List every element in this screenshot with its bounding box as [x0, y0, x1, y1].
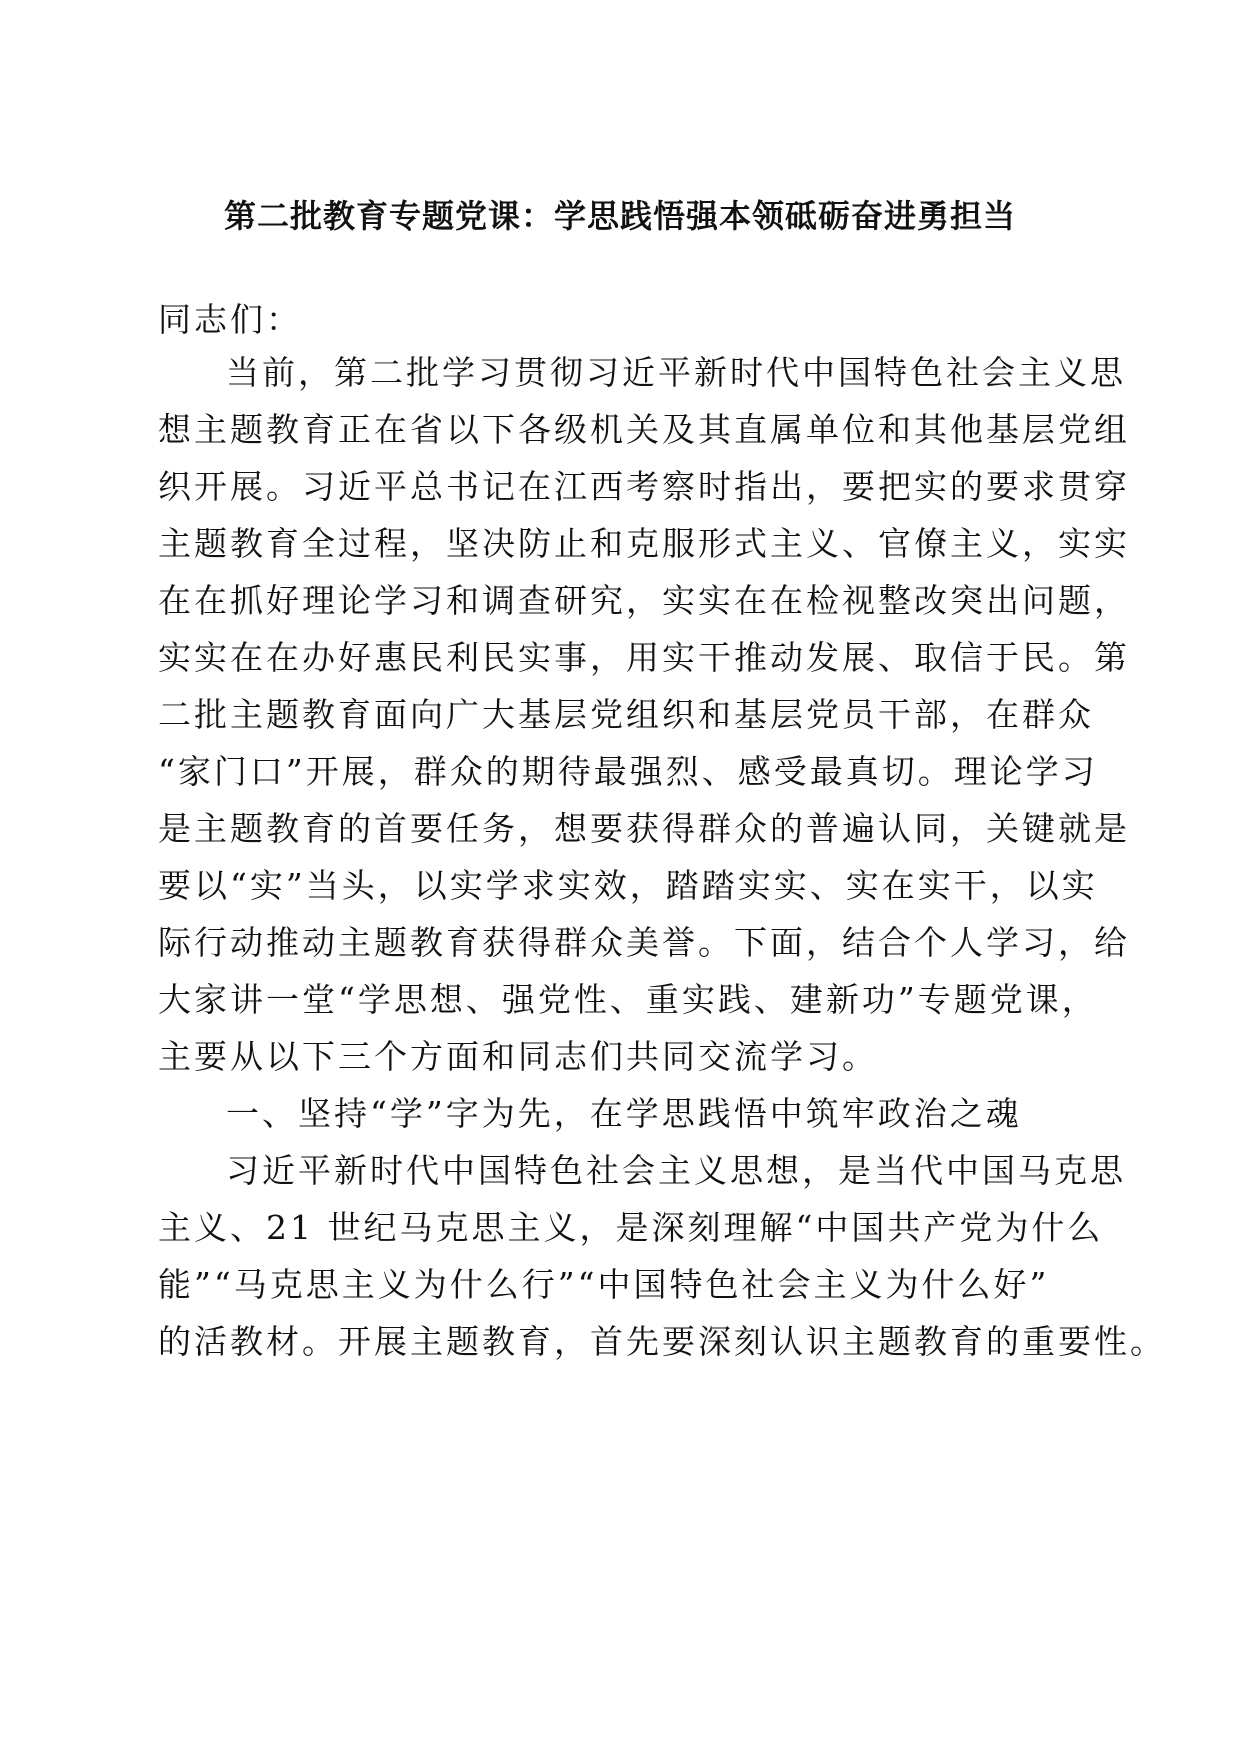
section-heading: 一、坚持“学”字为先，在学思践悟中筑牢政治之魂 — [226, 1094, 1022, 1133]
paragraph-line: 要以“实”当头，以实学求实效，踏踏实实、实在实干，以实 — [158, 866, 1098, 905]
paragraph-line: 实实在在办好惠民利民实事，用实干推动发展、取信于民。第 — [158, 638, 1130, 677]
paragraph-line: 在在抓好理论学习和调查研究，实实在在检视整改突出问题， — [158, 581, 1130, 620]
document-title: 第二批教育专题党课：学思践悟强本领砥砺奋进勇担当 — [223, 197, 1016, 235]
paragraph-line: 是主题教育的首要任务，想要获得群众的普遍认同，关键就是 — [158, 809, 1130, 848]
paragraph-line: 大家讲一堂“学思想、强党性、重实践、建新功”专题党课， — [158, 980, 1098, 1019]
salutation: 同志们： — [158, 300, 302, 339]
paragraph-line: 的活教材。开展主题教育，首先要深刻认识主题教育的重要性。 — [158, 1322, 1166, 1361]
paragraph-line: 主题教育全过程，坚决防止和克服形式主义、官僚主义，实实 — [158, 524, 1130, 563]
paragraph-line: 二批主题教育面向广大基层党组织和基层党员干部，在群众 — [158, 695, 1094, 734]
paragraph-line: 主义、21 世纪马克思主义，是深刻理解“中国共产党为什么 — [158, 1208, 1104, 1247]
paragraph-line: 主要从以下三个方面和同志们共同交流学习。 — [158, 1037, 878, 1076]
paragraph-line: 际行动推动主题教育获得群众美誉。下面，结合个人学习，给 — [158, 923, 1130, 962]
paragraph-line: “家门口”开展，群众的期待最强烈、感受最真切。理论学习 — [158, 752, 1098, 791]
paragraph-line: 能”“马克思主义为什么行”“中国特色社会主义为什么好” — [158, 1265, 1050, 1304]
paragraph-line: 想主题教育正在省以下各级机关及其直属单位和其他基层党组 — [158, 410, 1130, 449]
paragraph-line: 习近平新时代中国特色社会主义思想，是当代中国马克思 — [226, 1151, 1126, 1190]
paragraph-line: 当前，第二批学习贯彻习近平新时代中国特色社会主义思 — [226, 353, 1126, 392]
paragraph-line: 织开展。习近平总书记在江西考察时指出，要把实的要求贯穿 — [158, 467, 1130, 506]
